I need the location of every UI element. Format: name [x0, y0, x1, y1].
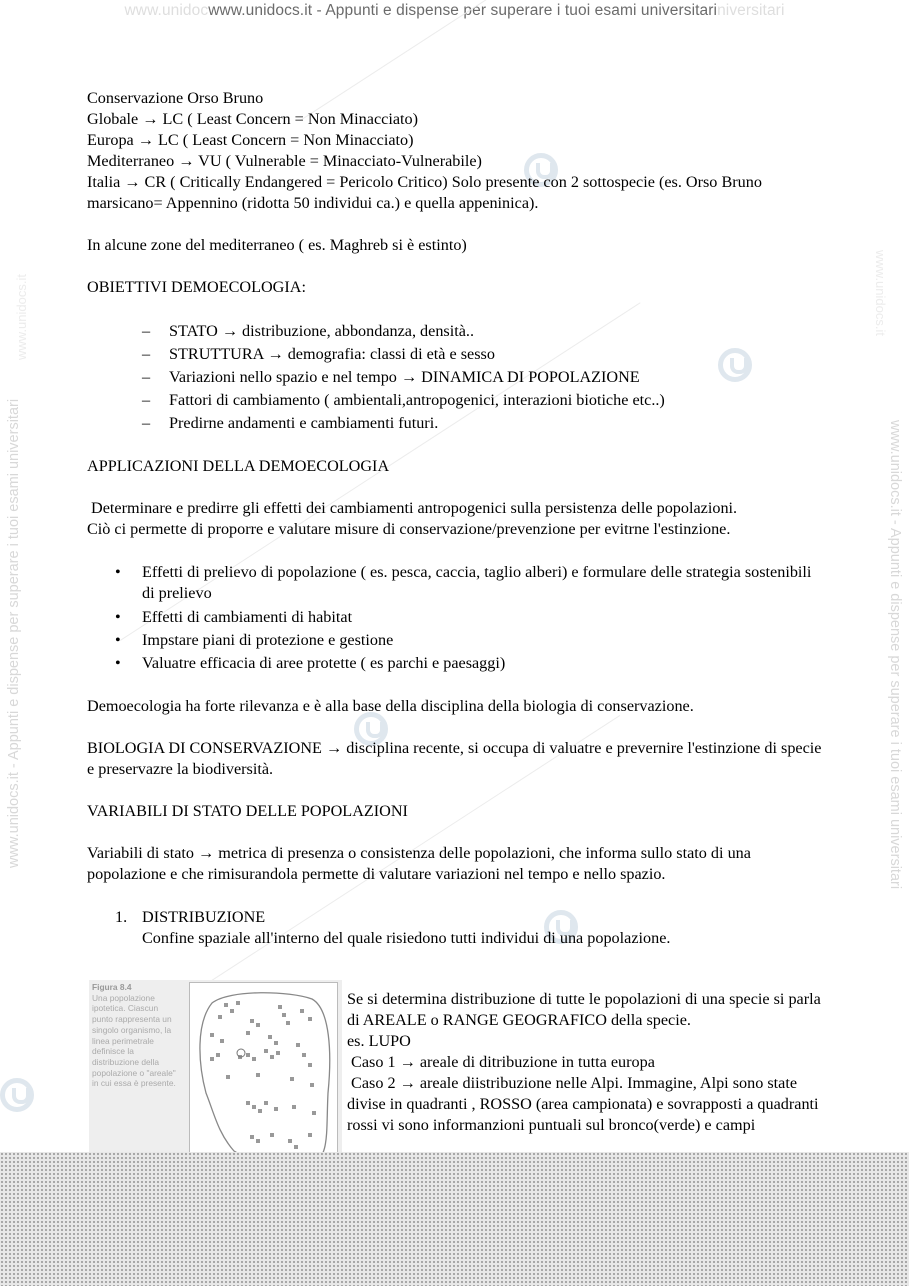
status-europe: Europa → LC ( Least Concern = Non Minacciato) — [87, 131, 414, 149]
objectives-heading: OBIETTIVI DEMOECOLOGIA: — [87, 278, 306, 296]
population-range-map — [190, 983, 337, 1167]
applications-list — [87, 562, 827, 675]
conservation-biology-paragraph: BIOLOGIA DI CONSERVAZIONE → disciplina recente, si occupa di valuatre e prevernire l'estinzione di specie e preservazre la biodiversità. — [87, 739, 822, 778]
status-global: Globale → LC ( Least Concern = Non Minacciato) — [87, 110, 418, 128]
header-ghost-right: niversitari — [717, 2, 785, 19]
range-line: es. LUPO — [347, 1032, 411, 1050]
applications-para-1: Determinare e predirre gli effetti dei cambiamenti antropogenici sulla persistenza delle popolazioni. — [87, 499, 738, 517]
range-line: Se si determina distribuzione di tutte le popolazioni di una specie si parla di AREALE o RANGE GEOGRAFICO della specie. — [347, 990, 821, 1029]
figure-caption — [92, 982, 180, 1089]
state-variables-list — [87, 907, 827, 949]
list-item: • Impstare piani di protezione e gestione — [115, 629, 827, 652]
population-figure — [89, 980, 342, 1170]
section-title: Conservazione Orso Bruno — [87, 89, 264, 107]
left-faint-watermark: www.unidocs.it — [14, 274, 29, 360]
relevance-paragraph: Demoecologia ha forte rilevanza e è alla base della disciplina della biologia di conservazione. — [87, 697, 694, 715]
list-item: • Effetti di cambiamenti di habitat — [115, 606, 827, 629]
range-paragraph — [347, 989, 827, 1136]
range-line: Caso 1 → areale di ditribuzione in tutta europa — [347, 1053, 655, 1071]
distribution-title: DISTRIBUZIONE — [142, 908, 266, 926]
list-item: – STRUTTURA → demografia: classi di età e sesso — [142, 343, 827, 366]
right-faint-watermark: www.unidocs.it — [873, 250, 888, 336]
state-variables-definition: Variabili di stato → metrica di presenza o consistenza delle popolazioni, che informa sullo stato di una popolazione e che rimisurandola permette di valutare variazioni nel tempo e nello spazio. — [87, 844, 751, 883]
applications-heading: APPLICAZIONI DELLA DEMOECOLOGIA — [87, 457, 390, 475]
list-item: – STATO → distribuzione, abbondanza, densità.. — [142, 320, 827, 343]
watermark-logo-icon — [0, 1078, 34, 1112]
header-banner[interactable] — [0, 2, 909, 20]
range-line: Caso 2 → areale diistribuzione nelle Alpi. Immagine, Alpi sono state divise in quadranti , ROSSO (area campionata) e sovrapposti a quadranti rossi vi sono informanzioni puntuali sul bronco(verde) e campi — [347, 1074, 823, 1134]
population-map — [189, 982, 338, 1168]
list-item: • Effetti di prelievo di popolazione ( es. pesca, caccia, taglio alberi) e formulare delle strategia sostenibili di prelievo — [115, 562, 827, 604]
objectives-list — [87, 320, 827, 435]
figure-caption-text: Una popolazione ipotetica. Ciascun punto rappresenta un singolo organismo, la linea perimetrale definisce la distribuzione della popolazione o "areale" in cui essa è presente. — [92, 992, 176, 1089]
figure-title: Figura 8.4 — [92, 982, 132, 992]
document-body — [87, 88, 827, 949]
list-item: – Predirne andamenti e cambiamenti futuri. — [142, 412, 827, 435]
right-side-watermark: www.unidocs.it - Appunti e dispense per superare i tuoi esami universitari — [887, 420, 903, 890]
status-mediterranean: Mediterraneo → VU ( Vulnerable = Minacciato-Vulnerabile) — [87, 152, 482, 170]
status-italy: Italia → CR ( Critically Endangered = Pericolo Critico) Solo presente con 2 sottospecie (es. Orso Bruno marsicano= Appennino (ridotta 50 individui ca.) e quella appeninica). — [87, 173, 762, 212]
header-banner-text: www.unidocs.it - Appunti e dispense per superare i tuoi esami universitari — [208, 2, 718, 19]
header-ghost-left: www.unidoc — [124, 2, 209, 19]
list-item — [115, 907, 827, 949]
applications-para-2: Ciò ci permette di proporre e valutare misure di conservazione/prevenzione per evitrne l'estinzione. — [87, 520, 731, 538]
distribution-description: Confine spaziale all'interno del quale risiedono tutti individui di una popolazione. — [142, 929, 671, 947]
list-marker: 1. — [115, 908, 128, 926]
individual-dots — [210, 1001, 316, 1149]
list-item: • Valuatre efficacia di aree protette ( es parchi e paesaggi) — [115, 652, 827, 675]
blurred-preview-overlay — [0, 1152, 909, 1286]
left-side-watermark: www.unidocs.it - Appunti e dispense per superare i tuoi esami universitari — [6, 398, 22, 868]
state-variables-heading: VARIABILI DI STATO DELLE POPOLAZIONI — [87, 802, 408, 820]
extinct-note: In alcune zone del mediterraneo ( es. Maghreb si è estinto) — [87, 236, 467, 254]
list-item: – Fattori di cambiamento ( ambientali,antropogenici, interazioni biotiche etc..) — [142, 389, 827, 412]
list-item: – Variazioni nello spazio e nel tempo → DINAMICA DI POPOLAZIONE — [142, 366, 827, 389]
